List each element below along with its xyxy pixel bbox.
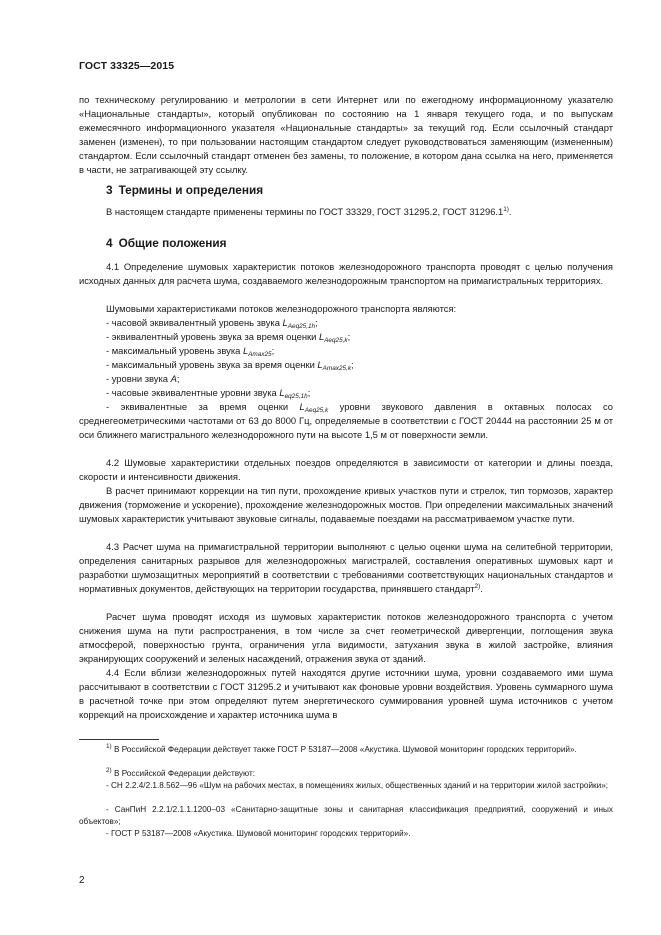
- paragraph-4-2-b: В расчет принимают коррекции на тип пути, прохождение кривых участков пути и стрелок, тип тормозов, характер движения (торможение и ускорение), прохождение железнодорожных мостов. При определении максимальных значений шумовых характеристик учитывают звуковые сигналы, подаваемые поездами на рассматриваемом участке пути.: [79, 485, 613, 525]
- subscript: eq25,1h: [284, 393, 308, 400]
- subscript: Aeq25,k: [324, 337, 348, 344]
- list-item: [106, 372, 180, 386]
- section-4-heading: [106, 236, 227, 250]
- footnote-ref: 2): [474, 583, 481, 591]
- footnote-2-item: - СанПиН 2.2.1/2.1.1.1200–03 «Санитарно-защитные зоны и санитарная классификация предприятий, сооружений и иных объектов»;: [79, 805, 613, 827]
- list-item: [106, 358, 354, 372]
- paragraph-text: 4.3 Расчет шума на примагистральной территории выполняют с целью оценки шума на селитебной территории, определения санитарных разрывов для железнодорожных магистралей, составления оперативных шумовых карт и разработки шумозащитных мероприятий в соответствии с требованиями соответствующих национальных стандартов и нормативных документов, действующих на территории государства, принявшего стандарт: [79, 541, 613, 595]
- list-item: [106, 344, 274, 358]
- intro-paragraph: по техническому регулированию и метрологии в сети Интернет или по ежегодному информационному указателю «Национальные стандарты», который опубликован по состоянию на 1 января текущего года, и по выпускам ежемесячного информационного указателя «Национальные стандарты» за текущий год. Если ссылочный стандарт заменен (изменен), то при пользовании настоящим стандартом следует руководствоваться заменяющим (измененным) стандартом. Если ссылочный стандарт отменен без замены, то положение, в котором дана ссылка на него, применяется в части, не затрагивающей эту ссылку.: [79, 94, 613, 176]
- footnote-text: В Российской Федерации действуют:: [111, 769, 255, 778]
- paragraph-4-3-b: Расчет шума проводят исходя из шумовых характеристик потоков железнодорожного транспорта с учетом снижения шума на пути распространения, в том числе за счет геометрической дивергенции, поглощения звука атмосферой, поверхностью грунта, ограничения угла видимости, затухания звука в жилой застройке, влияния экранирующих сооружений и зеленых насаждений, отражения звука от зданий.: [79, 611, 613, 665]
- section-title: Общие положения: [118, 236, 227, 250]
- symbol: L: [317, 359, 323, 370]
- subscript: Amax25: [248, 351, 272, 358]
- list-item: [106, 316, 318, 330]
- footnote-mark: 1): [106, 743, 112, 750]
- list-item-text: - эквивалентные за время оценки: [106, 401, 300, 412]
- list-item-tail: ;: [307, 387, 311, 398]
- footnote-text: В Российской Федерации действует также ГОСТ Р 53187—2008 «Акустика. Шумовой мониторинг городских территорий».: [111, 745, 577, 754]
- list-item-tail: ;: [176, 373, 180, 384]
- section-number: 4: [106, 236, 113, 250]
- paragraph-end: .: [480, 583, 483, 595]
- section-3-sentence: В настоящем стандарте применены термины по ГОСТ 33329, ГОСТ 31295.2, ГОСТ 31296.1: [106, 206, 504, 217]
- footnote-mark: 2): [106, 767, 112, 774]
- list-item-text: - часовые эквивалентные уровни звука: [106, 387, 280, 398]
- symbol: L: [299, 401, 305, 412]
- subscript: Aeq25,1h: [287, 323, 316, 330]
- section-title: Термины и определения: [118, 183, 264, 197]
- paragraph-4-1: 4.1 Определение шумовых характеристик потоков железнодорожного транспорта проводят с целью получения исходных данных для расчета шума, создаваемого железнодорожным транспортом на примагистральных территориях.: [79, 261, 613, 287]
- section-3-heading: [106, 183, 263, 197]
- list-item-tail: ;: [271, 345, 275, 356]
- list-item-text: - максимальный уровень звука: [106, 345, 243, 356]
- footnote-ref: 1): [503, 206, 509, 213]
- symbol: L: [279, 387, 285, 398]
- list-intro: Шумовыми характеристиками потоков железнодорожного транспорта являются:: [106, 303, 457, 314]
- symbol: A: [170, 373, 177, 384]
- list-item: [106, 386, 310, 400]
- list-item-last: [79, 400, 613, 442]
- list-item: [106, 330, 350, 344]
- symbol: L: [242, 345, 249, 356]
- list-item-text: уровни звукового давления в октавных полосах со среднегеометрическими частотами от 63 до 8000 Гц, определяемые в соответствии с ГОСТ 20444 на расстоянии 25 м от оси ближнего магистрального железнодорожного пути на высоте 1,5 м от поверхности земли.: [79, 401, 613, 441]
- footnote-2-item: - СН 2.2.4/2.1.8.562—96 «Шум на рабочих местах, в помещениях жилых, общественных зданий и на территории жилой застройки»;: [106, 781, 609, 790]
- paragraph-4-2: 4.2 Шумовые характеристики отдельных поездов определяются в зависимости от категории и длины поезда, скорости и интенсивности движения.: [79, 457, 613, 483]
- list-item-tail: ;: [351, 359, 354, 370]
- list-item-tail: ;: [315, 317, 318, 328]
- subscript: Amax25,k: [322, 365, 352, 372]
- list-item-text: - эквивалентный уровень звука за время оценки: [106, 331, 319, 342]
- list-item-text: - уровни звука: [106, 373, 171, 384]
- list-item-text: - максимальный уровень звука за время оценки: [106, 359, 318, 370]
- list-item-text: - часовой эквивалентный уровень звука: [106, 317, 283, 328]
- symbol: L: [318, 331, 325, 342]
- list-item-tail: ;: [347, 331, 351, 342]
- footnote-2-item: - ГОСТ Р 53187—2008 «Акустика. Шумовой мониторинг городских территорий».: [106, 829, 411, 838]
- footnote-1: [79, 744, 613, 756]
- page-number: 2: [79, 875, 85, 886]
- paragraph-4-3: [79, 540, 613, 596]
- paragraph-4-4: 4.4 Если вблизи железнодорожных путей находятся другие источники шума, уровни создаваемого ими шума рассчитывают в соответствии с ГОСТ 31295.2 и учитывают как фоновые уровни воздействия. Уровень суммарного шума в расчетной точке при этом определяют путем энергетического суммирования уровней шума источников с учетом коррекций на происхождение и характер источника шума в: [79, 667, 613, 721]
- document-header: ГОСТ 33325—2015: [79, 60, 175, 72]
- section-number: 3: [106, 183, 113, 197]
- subscript: Aeq25,k: [304, 407, 329, 414]
- footnote-divider: [79, 739, 159, 740]
- footnote-2: [79, 768, 613, 780]
- section-3-text: В настоящем стандарте применены термины по ГОСТ 33329, ГОСТ 31295.2, ГОСТ 31296.1$^{1)}$.: [106, 206, 512, 217]
- symbol: L: [282, 317, 288, 328]
